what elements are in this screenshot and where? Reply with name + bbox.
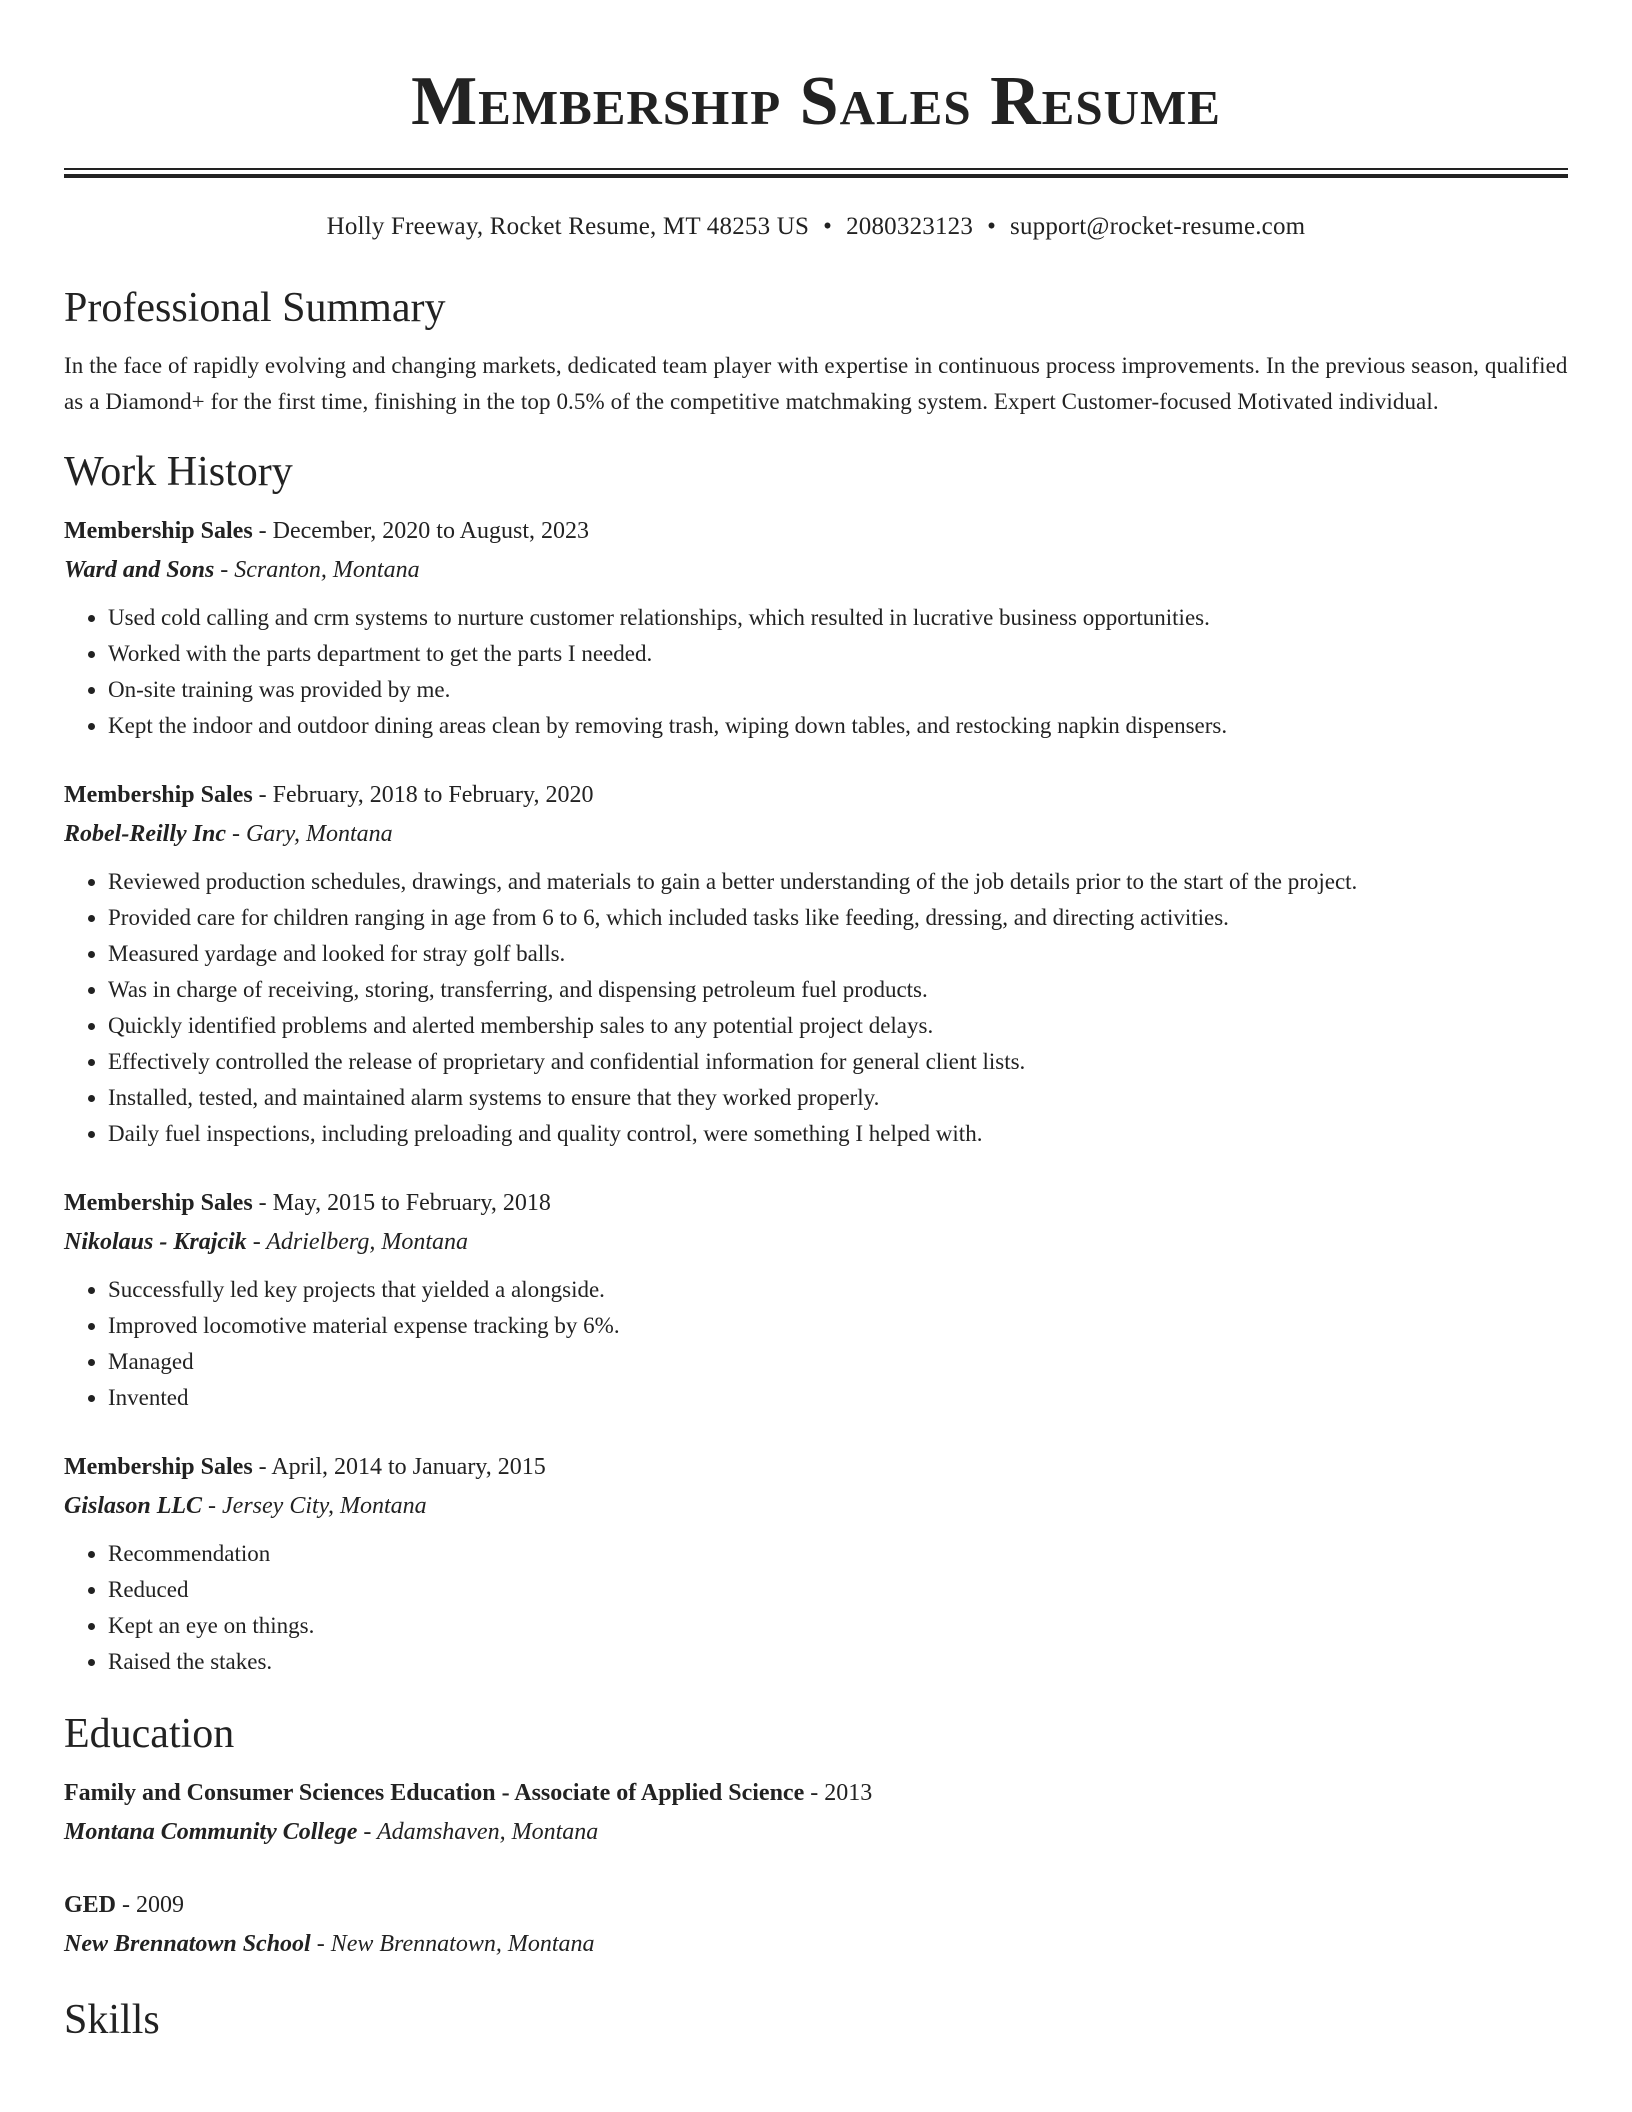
resume-page	[64, 0, 1568, 2046]
job-bullet: • Kept an eye on things.	[108, 1608, 1568, 1644]
job-bullet: • Installed, tested, and maintained alarm systems to ensure that they worked properly.	[108, 1080, 1568, 1116]
job-title-line	[64, 776, 1568, 814]
contact-phone: 2080323123	[846, 213, 974, 240]
skills-heading: Skills	[64, 1997, 160, 2043]
job-title-line	[64, 512, 1568, 550]
company-name: Ward and Sons	[64, 557, 215, 583]
job-bullet: • Measured yardage and looked for stray golf balls.	[108, 936, 1568, 972]
summary-text: In the face of rapidly evolving and changing markets, dedicated team player with expertise in continuous process improvements. In the previous season, qualified as a Diamond+ for the first time, finishing in the top 0.5% of the competitive matchmaking system. Expert Customer-focused Motivated individual.	[64, 353, 1568, 414]
company-line	[64, 1486, 1568, 1526]
job-title: Membership Sales	[64, 1190, 253, 1216]
degree-line	[64, 1774, 1568, 1812]
job-bullets	[64, 1272, 1568, 1416]
company-location: - Jersey City, Montana	[202, 1493, 427, 1519]
school-name: Montana Community College	[64, 1819, 358, 1845]
company-location: - Scranton, Montana	[214, 557, 420, 583]
contact-line	[64, 212, 1568, 242]
job-bullet: • Successfully led key projects that yielded a alongside.	[108, 1272, 1568, 1308]
job-bullet: • Used cold calling and crm systems to nurture customer relationships, which resulted in lucrative business opportunities.	[108, 600, 1568, 636]
job-bullet: • Worked with the parts department to get the parts I needed.	[108, 636, 1568, 672]
education-heading: Education	[64, 1711, 235, 1757]
degree-year: - 2009	[116, 1892, 185, 1918]
job-bullet: • On-site training was provided by me.	[108, 672, 1568, 708]
job-title-line	[64, 1448, 1568, 1486]
job-bullet: • Kept the indoor and outdoor dining areas clean by removing trash, wiping down tables, and restocking napkin dispensers.	[108, 708, 1568, 744]
document-title: Membership Sales Resume	[411, 63, 1221, 140]
job-bullet: • Daily fuel inspections, including preloading and quality control, were something I helped with.	[108, 1116, 1568, 1152]
company-line	[64, 550, 1568, 590]
company-line	[64, 1222, 1568, 1262]
job-entry	[64, 776, 1568, 1152]
company-location: - Gary, Montana	[225, 821, 393, 847]
education-entry	[64, 1886, 1568, 1964]
job-bullet: • Quickly identified problems and alerted membership sales to any potential project delays.	[108, 1008, 1568, 1044]
job-bullet: • Reduced	[108, 1572, 1568, 1608]
job-bullets	[64, 864, 1568, 1152]
job-bullet: • Invented	[108, 1380, 1568, 1416]
education-entry	[64, 1774, 1568, 1852]
company-name: Nikolaus - Krajcik	[64, 1229, 247, 1255]
company-location: - Adrielberg, Montana	[246, 1229, 468, 1255]
job-bullet: • Reviewed production schedules, drawings, and materials to gain a better understanding of the job details prior to the start of the project.	[108, 864, 1568, 900]
job-bullet: • Was in charge of receiving, storing, transferring, and dispensing petroleum fuel products.	[108, 972, 1568, 1008]
school-line	[64, 1924, 1568, 1964]
contact-address: Holly Freeway, Rocket Resume, MT 48253 US	[326, 213, 810, 240]
job-bullet: • Improved locomotive material expense tracking by 6%.	[108, 1308, 1568, 1344]
job-bullet: • Effectively controlled the release of proprietary and confidential information for general client lists.	[108, 1044, 1568, 1080]
job-bullet: • Recommendation	[108, 1536, 1568, 1572]
summary-heading: Professional Summary	[64, 285, 446, 331]
job-bullet: • Raised the stakes.	[108, 1644, 1568, 1680]
job-bullet: • Provided care for children ranging in age from 6 to 6, which included tasks like feeding, dressing, and directing activities.	[108, 900, 1568, 936]
job-title-line	[64, 1184, 1568, 1222]
contact-separator: •	[823, 213, 833, 240]
job-dates: - February, 2018 to February, 2020	[252, 782, 594, 808]
job-entry	[64, 512, 1568, 744]
job-dates: - May, 2015 to February, 2018	[252, 1190, 551, 1216]
degree-name: Family and Consumer Sciences Education - Associate of Applied Science	[64, 1780, 805, 1806]
job-bullet: • Managed	[108, 1344, 1568, 1380]
company-line	[64, 814, 1568, 854]
school-name: New Brennatown School	[64, 1931, 311, 1957]
job-dates: - December, 2020 to August, 2023	[252, 518, 589, 544]
company-name: Robel-Reilly Inc	[64, 821, 226, 847]
school-location: - New Brennatown, Montana	[310, 1931, 595, 1957]
title-divider	[64, 168, 1568, 178]
school-line	[64, 1812, 1568, 1852]
degree-year: - 2013	[804, 1780, 873, 1806]
company-name: Gislason LLC	[64, 1493, 203, 1519]
job-bullets	[64, 600, 1568, 744]
job-entry	[64, 1448, 1568, 1680]
job-dates: - April, 2014 to January, 2015	[252, 1454, 546, 1480]
job-bullets	[64, 1536, 1568, 1680]
degree-line	[64, 1886, 1568, 1924]
job-title: Membership Sales	[64, 1454, 253, 1480]
job-title: Membership Sales	[64, 518, 253, 544]
job-title: Membership Sales	[64, 782, 253, 808]
job-entry	[64, 1184, 1568, 1416]
school-location: - Adamshaven, Montana	[357, 1819, 599, 1845]
contact-email: support@rocket-resume.com	[1010, 213, 1306, 240]
work-history-heading: Work History	[64, 449, 293, 495]
degree-name: GED	[64, 1892, 117, 1918]
contact-separator: •	[987, 213, 997, 240]
